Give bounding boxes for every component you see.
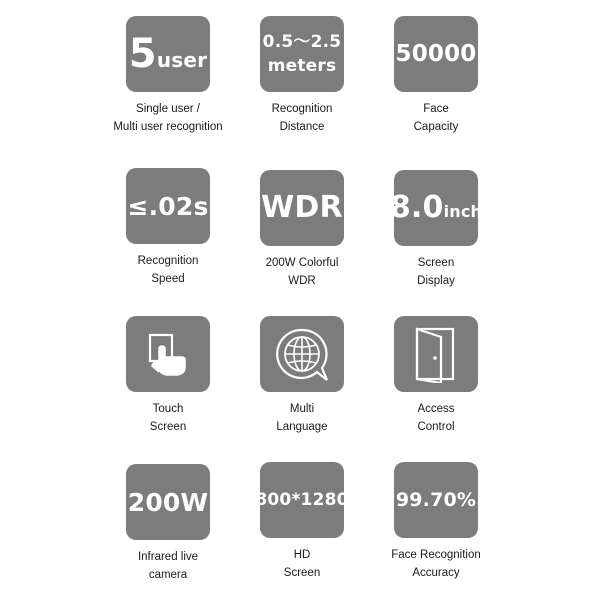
caption-line-1: Face xyxy=(423,103,449,115)
tile-label: 50000 xyxy=(395,40,477,67)
feature-caption xyxy=(361,100,511,136)
feature-caption xyxy=(361,254,511,290)
feature-tile xyxy=(255,462,349,538)
feature-caption xyxy=(93,252,243,288)
feature-caption xyxy=(361,546,511,582)
tile-label: WDR xyxy=(261,190,343,225)
feature-tile xyxy=(126,16,210,92)
globe-speech-icon xyxy=(273,326,331,382)
feature-caption xyxy=(227,254,377,290)
open-door-icon xyxy=(411,325,461,383)
feature-tile xyxy=(260,316,344,392)
caption-line-2: Capacity xyxy=(413,121,459,133)
tile-label xyxy=(389,190,483,225)
tile-small-text: user xyxy=(156,48,208,72)
feature-caption xyxy=(227,100,377,136)
feature-tile xyxy=(389,170,483,246)
feature-caption xyxy=(93,400,243,436)
tile-small-text: inch xyxy=(443,202,483,221)
feature-tile xyxy=(260,16,344,92)
caption-line-1: Single user / xyxy=(136,103,200,115)
feature-tile xyxy=(394,316,478,392)
feature-caption xyxy=(361,400,511,436)
caption-line-2: WDR xyxy=(288,275,316,287)
tile-label: 99.70% xyxy=(395,488,477,511)
caption-line-1: Multi xyxy=(289,403,315,415)
feature-tile xyxy=(394,462,478,538)
caption-line-2: Screen xyxy=(149,421,187,433)
tile-label xyxy=(128,31,208,77)
tile-big-text: 8.0 xyxy=(389,190,444,225)
caption-line-2: Control xyxy=(417,421,455,433)
caption-line-1: 200W Colorful xyxy=(265,257,339,269)
tile-label: 800*1280 xyxy=(255,489,349,510)
feature-tile xyxy=(260,170,344,246)
caption-line-1: Touch xyxy=(152,403,184,415)
tile-big-text: 5 xyxy=(128,31,157,77)
caption-line-1: Recognition xyxy=(137,255,199,267)
feature-caption xyxy=(93,548,243,584)
caption-line-2: Multi user recognition xyxy=(113,121,223,133)
tile-label: 200W xyxy=(127,487,209,517)
feature-tile xyxy=(126,464,210,540)
caption-line-1: Face Recognition xyxy=(391,549,481,561)
caption-line-2: Distance xyxy=(279,121,325,133)
tile-label: ≤.02s xyxy=(127,191,209,221)
feature-caption xyxy=(227,546,377,582)
caption-line-2: Accuracy xyxy=(412,567,460,579)
caption-line-1: Access xyxy=(417,403,455,415)
feature-tile xyxy=(126,316,210,392)
caption-line-2: Screen xyxy=(283,567,321,579)
feature-caption xyxy=(227,400,377,436)
caption-line-1: Infrared live xyxy=(137,551,199,563)
caption-line-2: Speed xyxy=(151,273,185,285)
tile-line-1: 0.5～2.5 xyxy=(262,32,342,52)
caption-line-1: Recognition xyxy=(271,103,333,115)
caption-line-2: camera xyxy=(148,569,188,581)
caption-line-1: Screen xyxy=(417,257,455,269)
tile-label xyxy=(263,30,342,78)
caption-line-2: Display xyxy=(417,275,455,287)
feature-caption xyxy=(93,100,243,136)
tile-line-2: meters xyxy=(267,56,337,76)
caption-line-1: HD xyxy=(293,549,311,561)
feature-tile xyxy=(126,168,210,244)
feature-tile xyxy=(394,16,478,92)
caption-line-2: Language xyxy=(276,421,328,433)
touch-hand-icon xyxy=(141,327,195,381)
